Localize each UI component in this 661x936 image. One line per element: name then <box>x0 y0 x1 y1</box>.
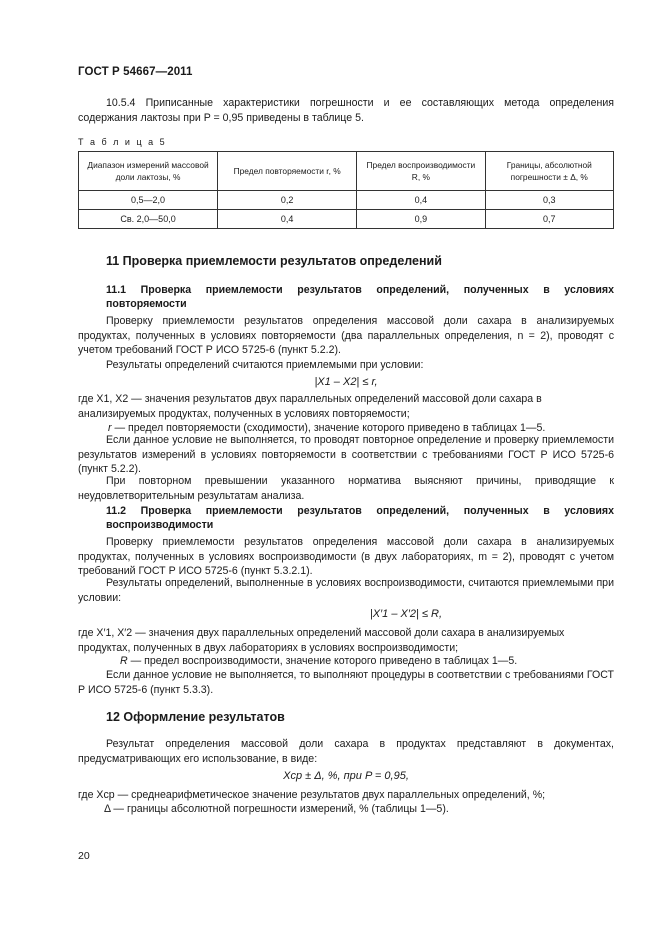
intro-paragraph: 10.5.4 Приписанные характеристики погрешности и ее составляющих метода определения содержания лактозы при P = 0,95 приведены в таблице 5. <box>78 97 614 124</box>
document-header: ГОСТ Р 54667—2011 <box>78 66 193 78</box>
table-row <box>79 191 614 210</box>
table-cell: 0,5—2,0 <box>79 191 218 210</box>
section-11-2-heading <box>106 505 614 532</box>
where-item <box>78 654 614 669</box>
page-number: 20 <box>78 850 90 862</box>
table-header-row <box>79 152 614 191</box>
table-header-cell: Предел повторяемости r, % <box>218 152 357 191</box>
where-item <box>78 626 614 655</box>
table-cell: 0,7 <box>485 210 613 229</box>
section-12-paragraph-1: Результат определения массовой доли сахара в продуктах представляют в документах, предусматривающих его использование, в виде: <box>78 738 614 765</box>
section-11-1-heading <box>106 284 614 311</box>
section-11-1-paragraph-2: Результаты определений считаются приемлемыми при условии: <box>106 359 424 371</box>
section-11-2-paragraph-2: Результаты определений, выполненные в условиях воспроизводимости, считаются приемлемыми при условии: <box>78 577 614 604</box>
heading-line: 11.1 Проверка приемлемости результатов определений, полученных в условиях <box>106 284 614 296</box>
section-11-1-paragraph-3: Если данное условие не выполняется, то проводят повторное определение и проверку приемлемости результатов измерений в условиях повторяемости в соответствии с требованиями ГОСТ Р ИСО 5725-6 (пункт 5.2.2). <box>78 434 614 476</box>
where-text: границы абсолютной погрешности измерений, % (таблицы 1—5). <box>126 803 449 815</box>
table-cell: 0,4 <box>218 210 357 229</box>
table-cell: Св. 2,0—50,0 <box>79 210 218 229</box>
heading-line: воспроизводимости <box>106 518 214 531</box>
where-lead: где X1, X2 — <box>78 393 142 405</box>
where-lead: где Xср — <box>78 789 129 801</box>
table-header-cell: Границы, абсолютной погрешности ± Δ, % <box>485 152 613 191</box>
table-header-cell: Диапазон измерений массовой доли лактозы, % <box>79 152 218 191</box>
section-11-1-paragraph-1: Проверку приемлемости результатов определения массовой доли сахара в анализируемых продуктах, полученных в условиях повторяемости (два параллельных определения, n = 2), проводят с учетом требований ГОСТ Р ИСО 5725-6 (пункт 5.2.2). <box>78 315 614 357</box>
where-item <box>78 392 614 421</box>
section-12-heading: 12 Оформление результатов <box>106 710 285 724</box>
section-11-1-paragraph-4: При повторном превышении указанного норматива выясняют причины, приводящие к неудовлетворительным результатам анализа. <box>78 475 614 502</box>
table-caption: Т а б л и ц а 5 <box>78 137 167 147</box>
table-5 <box>78 151 614 229</box>
where-text: значения результатов двух параллельных определений массовой доли сахара в анализируемых продуктах, полученных в условиях повторяемости; <box>78 393 542 420</box>
table-cell: 0,2 <box>218 191 357 210</box>
where-item <box>78 802 614 817</box>
table-cell: 0,4 <box>357 191 485 210</box>
formula-reproducibility: |X′1 – X′2| ≤ R, <box>369 608 443 620</box>
table-row <box>79 210 614 229</box>
formula-repeatability: |X1 – X2| ≤ r, <box>314 376 378 388</box>
where-text: предел воспроизводимости, значение которого приведено в таблицах 1—5. <box>144 655 518 667</box>
table-cell: 0,3 <box>485 191 613 210</box>
where-lead: Δ — <box>104 803 125 815</box>
heading-line: повторяемости <box>106 297 187 310</box>
table-header-cell: Предел воспроизводимости R, % <box>357 152 485 191</box>
section-11-2-paragraph-1: Проверку приемлемости результатов определения массовой доли сахара в анализируемых продуктах, полученных в условиях воспроизводимости (в двух лабораториях, m = 2), проводят с учетом требований ГОСТ Р ИСО 5725-6 (пункт 5.3.2.1). <box>78 536 614 578</box>
table-cell: 0,9 <box>357 210 485 229</box>
where-text: предел повторяемости (сходимости), значение которого приведено в таблицах 1—5. <box>128 422 546 434</box>
where-lead: r — <box>108 422 126 434</box>
formula-result: Xср ± Δ, %, при P = 0,95, <box>283 770 409 782</box>
where-text: среднеарифметическое значение результатов двух параллельных определений, %; <box>131 789 546 801</box>
section-11-2-paragraph-3: Если данное условие не выполняется, то выполняют процедуры в соответствии с требованиями ГОСТ Р ИСО 5725-6 (пункт 5.3.3). <box>78 669 614 696</box>
where-text: значения двух параллельных определений массовой доли сахара в анализируемых продуктах, полученных в двух лабораториях в условиях воспроизводимости; <box>78 627 565 654</box>
where-item <box>78 788 614 803</box>
section-11-heading: 11 Проверка приемлемости результатов определений <box>106 254 442 268</box>
where-lead: R — <box>120 655 142 667</box>
where-lead: где X′1, X′2 — <box>78 627 146 639</box>
heading-line: 11.2 Проверка приемлемости результатов определений, полученных в условиях <box>106 505 614 517</box>
